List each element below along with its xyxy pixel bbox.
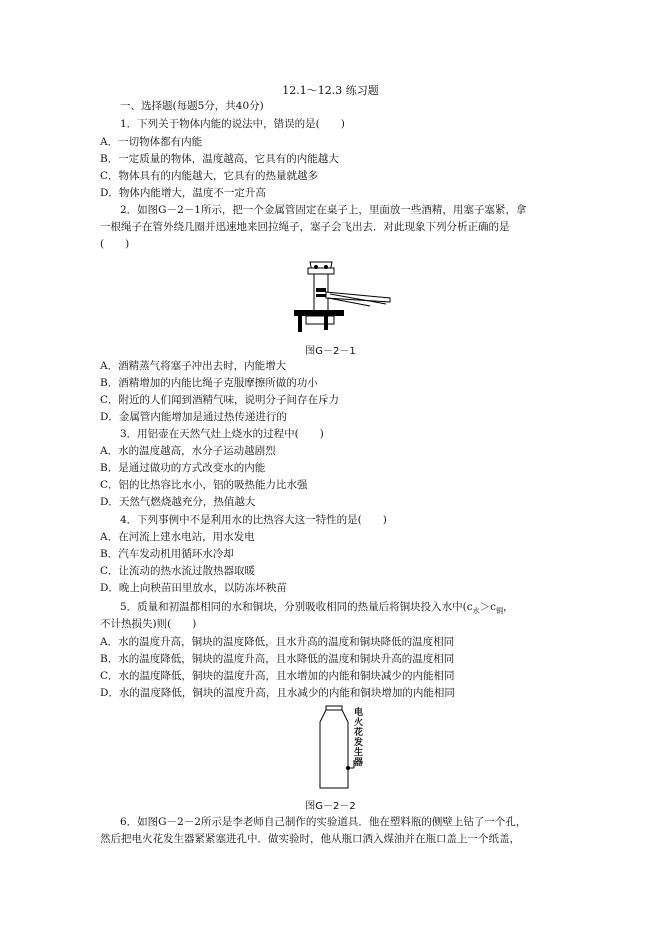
figure-g-2-1-caption: 图G－2－1 — [305, 346, 356, 357]
q4-option-b: B．汽车发动机用循环水冷却 — [100, 548, 234, 560]
q3-option-d: D．天然气燃烧越充分，热值越大 — [100, 496, 256, 508]
q5-option-b: B．水的温度降低，铜块的温度升高，且水降低的温度和铜块升高的温度相同 — [100, 653, 455, 665]
section-heading: 一、选择题(每题5分，共40分) — [120, 100, 264, 112]
q6-stem-line2: 然后把电火花发生器紧紧塞进孔中．做实验时，他从瓶口洒入煤油并在瓶口盖上一个纸盖， — [100, 833, 520, 845]
q4-option-a: A．在河流上建水电站，用水发电 — [100, 531, 255, 543]
page-title: 12.1～12.3 练习题 — [282, 84, 379, 97]
q1-option-b: B．一定质量的物体，温度越高，它具有的内能越大 — [100, 153, 339, 165]
q1-stem: 1．下列关于物体内能的说法中，错误的是( ) — [120, 118, 345, 130]
q1-option-d: D．物体内能增大，温度不一定升高 — [100, 187, 266, 199]
q5-option-a: A．水的温度升高，铜块的温度降低，且水升高的温度和铜块降低的温度相同 — [100, 636, 455, 648]
q3-option-b: B．是通过做功的方式改变水的内能 — [100, 462, 266, 474]
q6-stem-line1: 6．如图G－2－2所示是李老师自己制作的实验道具．他在塑料瓶的侧壁上钻了一个孔， — [120, 816, 527, 828]
q5-gt: ＞c — [479, 601, 497, 613]
spark-generator-label: 电火花发生器 — [354, 708, 364, 768]
q2-stem-line1: 2．如图G－2－1所示，把一个金属管固定在桌子上，里面放一些酒精，用塞子塞紧，拿 — [120, 204, 527, 216]
q1-option-a: A．一切物体都有内能 — [100, 136, 203, 148]
q2-stem-line3: ( ) — [100, 238, 130, 250]
q5-stem-line1 — [120, 600, 514, 618]
q3-stem: 3．用铝壶在天然气灶上烧水的过程中( ) — [120, 428, 324, 440]
q4-stem: 4．下列事例中不是利用水的比热容大这一特性的是( ) — [120, 514, 387, 526]
q4-option-d: D．晚上向秧苗田里放水，以防冻坏秧苗 — [100, 582, 287, 594]
q4-option-c: C．让流动的热水流过散热器取暖 — [100, 565, 256, 577]
q5-close: ， — [503, 601, 514, 613]
q2-option-b: B．酒精增加的内能比绳子克服摩擦所做的功小 — [100, 377, 318, 389]
q5-stem-line2: 不计热损失)则( ) — [100, 618, 197, 630]
q5-subscript-water: 水 — [472, 607, 480, 616]
q2-option-a: A．酒精蒸气将塞子冲出去时，内能增大 — [100, 360, 287, 372]
q5-option-d: D．水的温度降低，铜块的温度升高，且水减少的内能和铜块增加的内能相同 — [100, 687, 455, 699]
figure-g-2-2-caption: 图G－2－2 — [305, 801, 356, 812]
q2-option-c: C．附近的人们闻到酒精气味，说明分子间存在斥力 — [100, 394, 340, 406]
q3-option-a: A．水的温度越高，水分子运动越剧烈 — [100, 445, 276, 457]
q2-stem-line2: 一根绳子在管外绕几圈并迅速地来回拉绳子，塞子会飞出去．对此现象下列分析正确的是 — [100, 221, 510, 233]
figure-g-2-1 — [290, 258, 400, 338]
q1-option-c: C．物体具有的内能越大，它具有的热量就越多 — [100, 170, 319, 182]
q5-subscript-copper: 铜 — [496, 607, 504, 616]
q3-option-c: C．铝的比热容比水小，铝的吸热能力比水强 — [100, 479, 308, 491]
q2-option-d: D．金属管内能增加是通过热传递进行的 — [100, 411, 287, 423]
q5-option-c: C．水的温度降低，铜块的温度升高，且水增加的内能和铜块减少的内能相同 — [100, 670, 455, 682]
q5-stem-text: 5．质量和初温都相同的水和铜块，分别吸收相同的热量后将铜块投入水中(c — [120, 601, 473, 613]
